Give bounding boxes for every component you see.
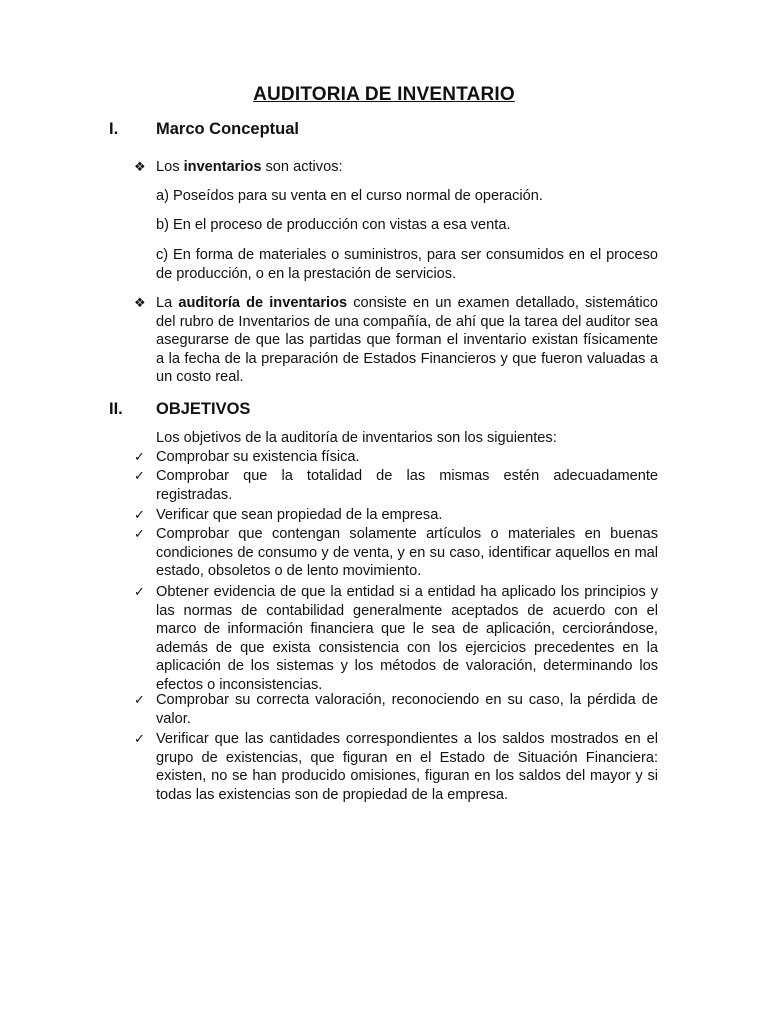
checkmark-icon: ✓: [134, 507, 145, 522]
bullet-inventarios-text: Los inventarios son activos:: [156, 159, 343, 175]
objectives-intro: Los objetivos de la auditoría de inventarios son los siguientes:: [156, 430, 557, 446]
checkmark-icon: ✓: [134, 468, 145, 483]
checkmark-icon: ✓: [134, 449, 145, 464]
diamond-bullet-icon: ❖: [134, 159, 146, 174]
checkmark-icon: ✓: [134, 692, 145, 707]
checkmark-icon: ✓: [134, 526, 145, 541]
document-page: AUDITORIA DE INVENTARIO I. Marco Conceptual ❖ Los inventarios son activos: a) Poseídos para su venta en el curso normal de operación. b) En el proceso de producción con vistas a esa venta. c) En forma de materiales o suministros, para ser consumidos en el proceso de producción, o en la prestación de servicios. ❖ La auditoría de inventarios consiste en un examen detallado, sistemático del rubro de Inventarios de una compañía, de ahí que la tarea del auditor sea asegurarse de que las partidas que forman el inventario existan físicamente a la fecha de la preparación de Estados Financieros y que fueron valuadas a un costo real. II. OBJETIVOS Los objetivos de la auditoría de inventarios son los siguientes: ✓ Comprobar su existencia física. ✓ Comprobar que la totalidad de las mismas estén adecuadamente registradas. ✓ Verificar que sean propiedad de la empresa. ✓ Comprobar que contengan solamente artículos o materiales en buenas condiciones de consumo y de venta, y en su caso, identificar aquellos en mal estado, obsoletos o de lento movimiento. ✓ Obtener evidencia de que la entidad si a entidad ha aplicado los principios y las normas de contabilidad generalmente aceptados de acuerdo con el marco de información financiera que le sea de aplicación, cerciorándose, además de que exista consistencia con los ejercicios precedentes en la aplicación de los sistemas y los métodos de valoración, determinando los efectos o inconsistencias. ✓ Comprobar su correcta valoración, reconociendo en su caso, la pérdida de valor. ✓ Verificar que las cantidades correspondientes a los saldos mostrados en el grupo de existencias, que figuran en el Estado de Situación Financiera: existen, no se han producido omisiones, figuran en los saldos del mayor y si todas las existencias son de propiedad de la empresa.: [0, 0, 768, 1024]
list-item-b: b) En el proceso de producción con vistas a esa venta.: [156, 217, 511, 233]
checkmark-icon: ✓: [134, 584, 145, 599]
diamond-bullet-icon: ❖: [134, 295, 146, 310]
bullet-auditoria-text: La auditoría de inventarios consiste en un examen detallado, sistemático del rubro de Inventarios de una compañía, de ahí que la tarea del auditor sea asegurarse de que las partidas que forman el inventario existan físicamente a la fecha de la preparación de Estados Financieros y que fueron valuadas a un costo real.: [156, 295, 659, 385]
list-item-a: a) Poseídos para su venta en el curso normal de operación.: [156, 188, 543, 204]
section-2-number: II.: [109, 400, 123, 418]
document-title: AUDITORIA DE INVENTARIO: [253, 84, 515, 105]
list-item-c: c) En forma de materiales o suministros, para ser consumidos en el proceso de producción, o en la prestación de servicios.: [156, 247, 658, 282]
section-1-title: Marco Conceptual: [156, 120, 300, 138]
checkmark-icon: ✓: [134, 731, 145, 746]
section-1-number: I.: [109, 120, 119, 138]
section-2-title: OBJETIVOS: [156, 400, 251, 418]
